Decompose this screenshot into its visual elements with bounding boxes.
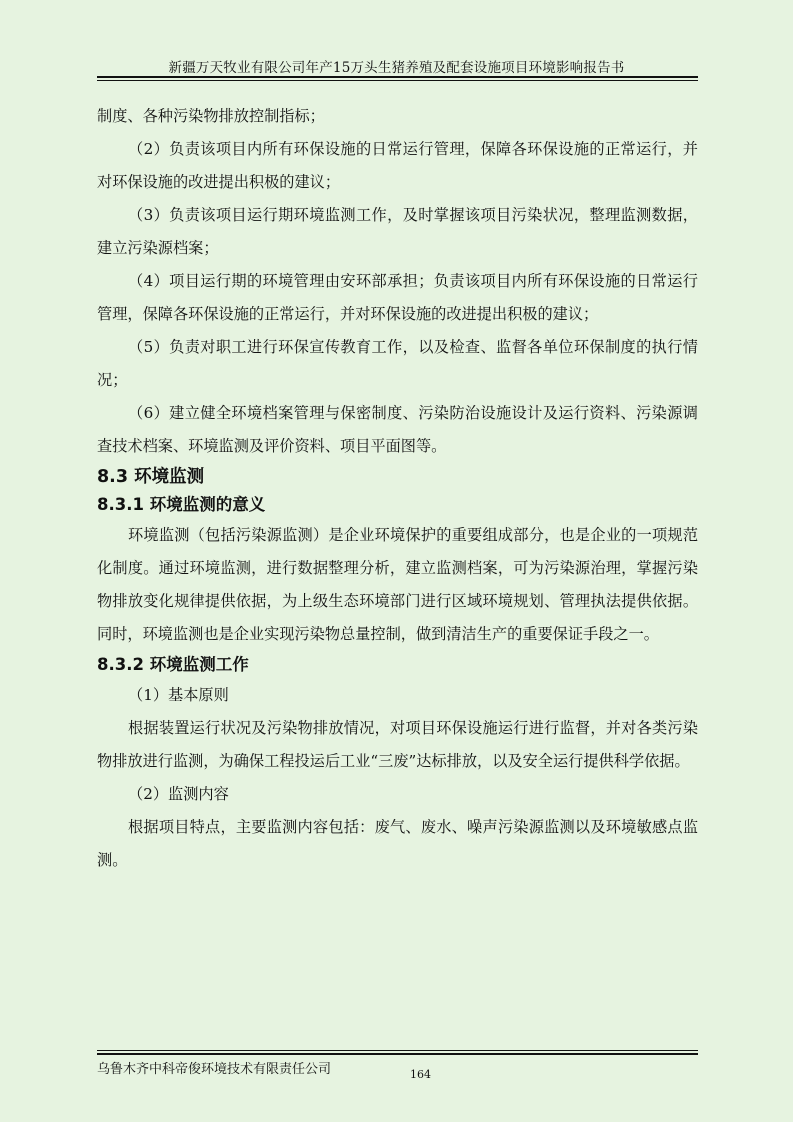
list-item: （6）建立健全环境档案管理与保密制度、污染防治设施设计及运行资料、污染源调查技术档案、环境监测及评价资料、项目平面图等。 (97, 404, 698, 455)
page-header-title: 新疆万天牧业有限公司年产15万头生猪养殖及配套设施项目环境影响报告书 (168, 60, 625, 76)
footer-rule-thin (97, 1050, 698, 1051)
footer-company-name: 乌鲁木齐中科帝俊环境技术有限责任公司 (97, 1062, 332, 1077)
page-number: 164 (410, 1068, 431, 1081)
list-item: （4）项目运行期的环境管理由安环部承担；负责该项目内所有环保设施的日常运行管理，保障各环保设施的正常运行，并对环保设施的改进提出积极的建议； (97, 272, 698, 323)
header-rule-thin (97, 80, 698, 81)
paragraph-principles: 根据装置运行状况及污染物排放情况，对项目环保设施运行进行监督，并对各类污染物排放进行监测，为确保工程投运后工业“三废”达标排放，以及安全运行提供科学依据。 (97, 719, 698, 770)
document-body (97, 100, 698, 877)
section-heading-8-3-2: 8.3.2 环境监测工作 (97, 655, 249, 674)
subsection-title-principles: （1）基本原则 (128, 686, 229, 704)
footer-rule (97, 1053, 698, 1055)
paragraph-intro: 制度、各种污染物排放控制指标； (97, 107, 325, 125)
section-heading-8-3: 8.3 环境监测 (97, 467, 205, 487)
list-item: （2）负责该项目内所有环保设施的日常运行管理，保障各环保设施的正常运行，并对环保设施的改进提出积极的建议； (97, 140, 698, 191)
list-item: （5）负责对职工进行环保宣传教育工作，以及检查、监督各单位环保制度的执行情况； (97, 338, 698, 389)
subsection-title-content: （2）监测内容 (128, 785, 229, 803)
list-item: （3）负责该项目运行期环境监测工作，及时掌握该项目污染状况，整理监测数据，建立污染源档案； (97, 206, 698, 257)
section-heading-8-3-1: 8.3.1 环境监测的意义 (97, 495, 266, 514)
paragraph-content: 根据项目特点，主要监测内容包括：废气、废水、噪声污染源监测以及环境敏感点监测。 (97, 818, 698, 869)
paragraph-significance: 环境监测（包括污染源监测）是企业环境保护的重要组成部分，也是企业的一项规范化制度。通过环境监测，进行数据整理分析，建立监测档案，可为污染源治理，掌握污染物排放变化规律提供依据，为上级生态环境部门进行区域环境规划、管理执法提供依据。同时，环境监测也是企业实现污染物总量控制，做到清洁生产的重要保证手段之一。 (97, 526, 698, 643)
header-rule (97, 76, 698, 78)
